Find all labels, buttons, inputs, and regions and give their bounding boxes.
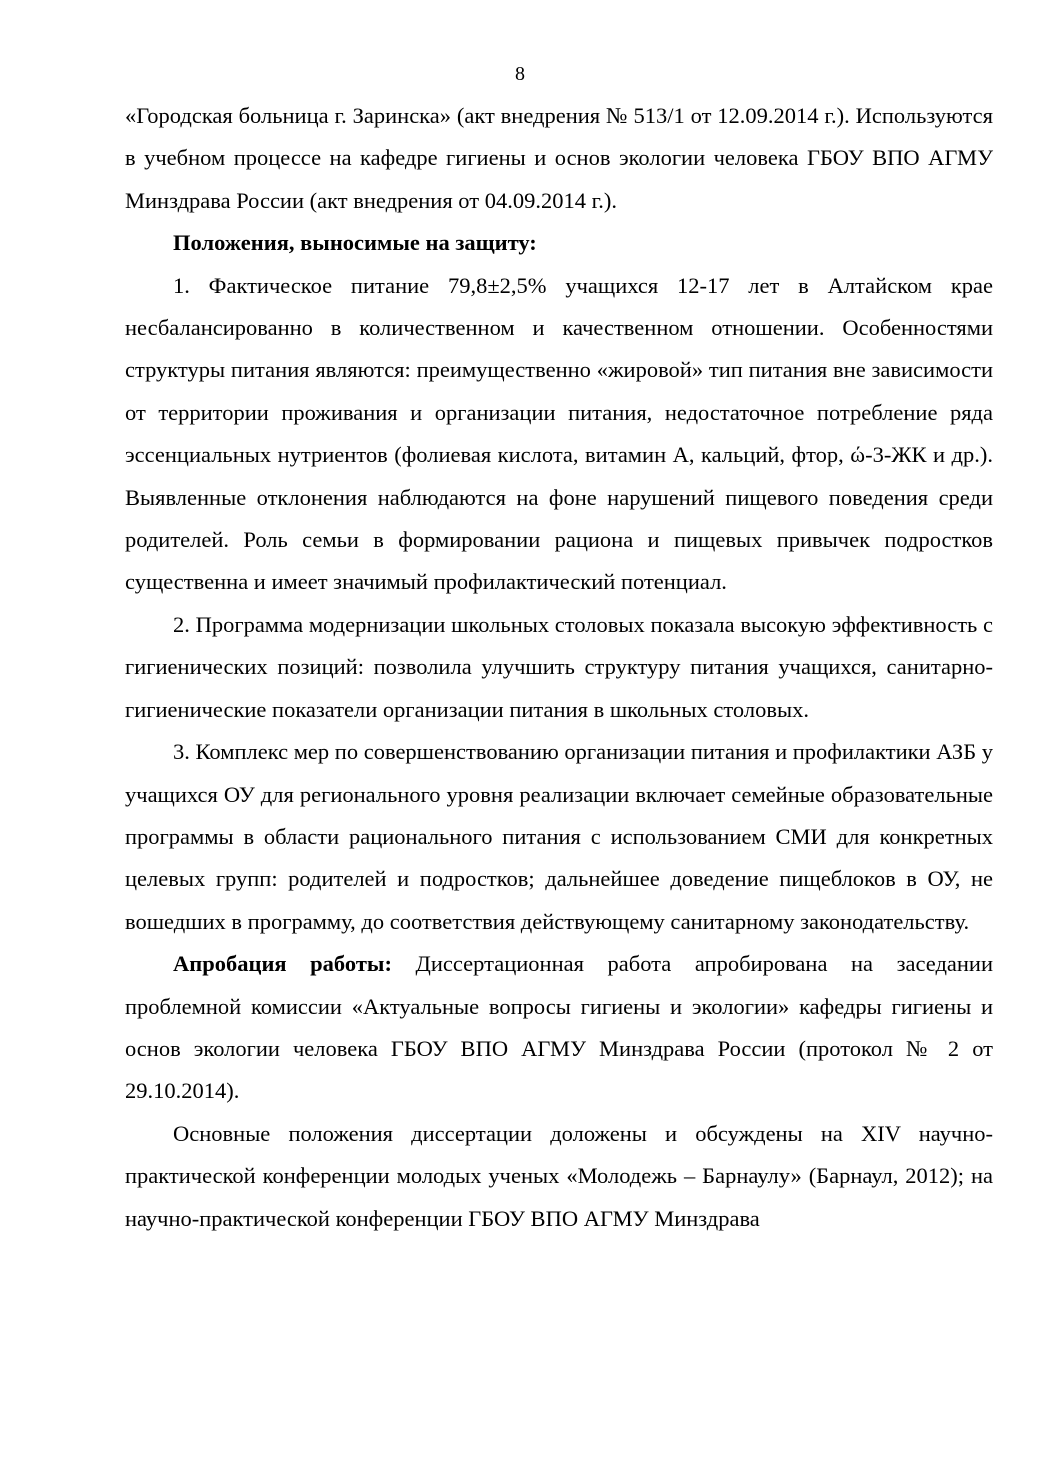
approbation-label: Апробация работы: bbox=[173, 951, 392, 977]
paragraph-final: Основные положения диссертации доложены и обсуждены на XIV научно-практической конференции молодых ученых «Молодежь – Барнаулу» (Барнаул, 2012); на научно-практической конференции ГБОУ ВПО АГМУ Минздрава bbox=[125, 1120, 993, 1231]
list-item-2: 2. Программа модернизации школьных столовых показала высокую эффективность с гигиенических позиций: позволила улучшить структуру питания учащихся, санитарно-гигиенические показатели организации питания в школьных столовых. bbox=[125, 611, 993, 722]
list-item-1: 1. Фактическое питание 79,8±2,5% учащихся 12-17 лет в Алтайском крае несбалансированно в количественном и качественном отношении. Особенностями структуры питания являются: преимущественно «жировой» тип питания вне зависимости от территории проживания и организации питания, недостаточное потребление ряда эссенциальных нутриентов (фолиевая кислота, витамин А, кальций, фтор, ώ-3-ЖК и др.). Выявленные отклонения наблюдаются на фоне нарушений пищевого поведения среди родителей. Роль семьи в формировании рациона и пищевых привычек подростков существенна и имеет значимый профилактический потенциал. bbox=[125, 272, 993, 595]
paragraph-intro: «Городская больница г. Заринска» (акт внедрения № 513/1 от 12.09.2014 г.). Используются в учебном процессе на кафедре гигиены и основ экологии человека ГБОУ ВПО АГМУ Минздрава России (акт внедрения от 04.09.2014 г.). bbox=[125, 103, 993, 213]
approbation-text: Диссертационная работа апробирована на заседании проблемной комиссии «Актуальные вопросы гигиены и экологии» кафедры гигиены и основ экологии человека ГБОУ ВПО АГМУ Минздрава России (протокол № 2 от 29.10.2014). bbox=[125, 951, 994, 1104]
list-item-3: 3. Комплекс мер по совершенствованию организации питания и профилактики АЗБ у учащихся ОУ для регионального уровня реализации включает семейные образовательные программы в области рационального питания с использованием СМИ для конкретных целевых групп: родителей и подростков; дальнейшее доведение пищеблоков в ОУ, не вошедших в программу, до соответствия действующему санитарному законодательству. bbox=[125, 739, 993, 934]
section-heading-defense: Положения, выносимые на защиту: bbox=[173, 230, 537, 256]
paragraph-approbation bbox=[125, 943, 993, 1113]
page-body bbox=[125, 95, 993, 1240]
page-number: 8 bbox=[515, 63, 525, 85]
